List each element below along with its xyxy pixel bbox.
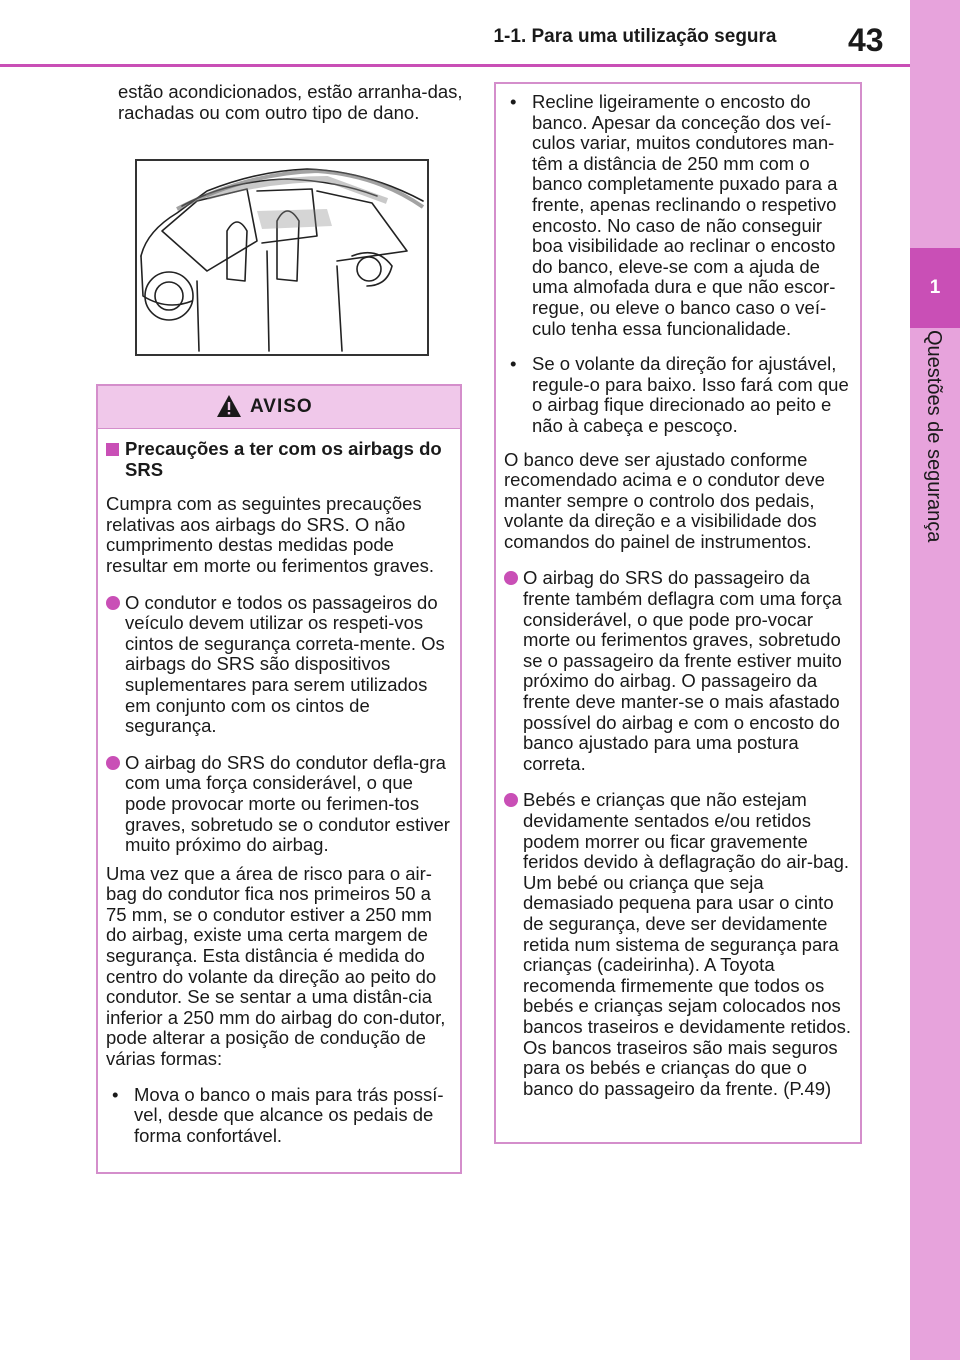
warning-section-heading: [106, 439, 452, 480]
circle-bullet-icon: [106, 756, 120, 770]
bullet-dot-icon: •: [112, 1083, 119, 1105]
warning-title: AVISO: [250, 396, 313, 417]
warning-item: [106, 593, 452, 737]
warning-item-text: O condutor e todos os passageiros do veículo devem utilizar os respeti-vos cintos de segurança correta-mente. Os airbags do SRS são dispositivos suplementares para serem utilizados em conjunto com os cintos de segurança.: [125, 591, 445, 737]
car-illustration-icon: [137, 161, 427, 354]
car-side-airbag-illustration: [135, 159, 429, 356]
intro-text-block: [118, 82, 463, 123]
warning-heading-text: Precauções a ter com os airbags do SRS: [125, 438, 442, 480]
right-item: [504, 790, 852, 1099]
right-paragraph: O banco deve ser ajustado conforme recomendado acima e o condutor deve manter sempre o controlo dos pedais, volante da direção e a visibilidade dos comandos do painel de instrumentos.: [504, 448, 825, 552]
circle-bullet-icon: [504, 793, 518, 807]
warning-bullet: [106, 1085, 452, 1147]
warning-item-text: O airbag do SRS do condutor defla-gra com uma força considerável, o que pode provocar morte ou ferimen-tos graves, sobretudo se o condutor estiver muito próximo do airbag.: [125, 751, 450, 856]
warning-box: [96, 384, 462, 1174]
right-bullet: [504, 92, 852, 339]
circle-bullet-icon: [106, 596, 120, 610]
warning-box-header: [98, 386, 460, 429]
chapter-number: 1: [910, 248, 960, 328]
right-bullet-text: Se o volante da direção for ajustável, regule-o para baixo. Isso fará com que o airbag fique direcionado ao peito e não à cabeça e pescoço.: [532, 353, 849, 436]
bullet-dot-icon: •: [510, 91, 517, 112]
chapter-label: Questões de segurança: [923, 330, 945, 543]
warning-intro: Cumpra com as seguintes precauções relativas aos airbags do SRS. O não cumprimento destas medidas pode resultar em morte ou ferimentos graves.: [106, 493, 434, 576]
chapter-side-tab[interactable]: [910, 0, 960, 1360]
right-item: [504, 568, 852, 774]
square-bullet-icon: [106, 443, 119, 456]
circle-bullet-icon: [504, 571, 518, 585]
warning-item: [106, 753, 452, 856]
section-title: 1-1. Para uma utilização segura: [493, 26, 777, 47]
right-item-text: O airbag do SRS do passageiro da frente também deflagra com uma força considerável, o que pode pro-vocar morte ou ferimentos graves, sobretudo se o passageiro da frente estiver muito próximo do airbag. O passageiro da frente deve manter-se o mais afastado possível do airbag e com o encosto do banco ajustado para uma postura correta.: [523, 567, 842, 774]
intro-text: estão acondicionados, estão arranha-das, rachadas ou com outro tipo de dano.: [118, 81, 463, 123]
warning-triangle-icon: [216, 394, 242, 418]
right-item-text: Bebés e crianças que não estejam devidamente sentados e/ou retidos podem morrer ou ficar gravemente feridos devido à deflagração do air-bag. Um bebé ou criança que seja demasiado pequena para usar o cinto de segurança, deve ser devidamente retida num sistema de segurança para crianças (cadeirinha). A Toyota recomenda firmemente que todos os bebés e crianças sejam colocados nos bancos traseiros e devidamente retidos. Os bancos traseiros são mais seguros para os bebés e crianças do que o banco do passageiro da frente. (P.49): [523, 789, 852, 1099]
continued-warning-box: [494, 82, 862, 1144]
warning-bullet-text: Mova o banco o mais para trás possí-vel, desde que alcance os pedais de forma confortável.: [134, 1083, 444, 1146]
right-bullet: [504, 354, 852, 436]
warning-body: [98, 429, 460, 1146]
header-divider: [0, 64, 910, 67]
warning-paragraph: Uma vez que a área de risco para o air-bag do condutor fica nos primeiros 50 a 75 mm, se o condutor estiver a 250 mm do airbag, existe uma certa margem de segurança. Esta distância é medida do centro do volante da direção ao peito do condutor. Se se sentar a uma distân-cia inferior a 250 mm do airbag do con-dutor, pode alterar a posição de condução de várias formas:: [106, 862, 446, 1070]
bullet-dot-icon: •: [510, 353, 517, 375]
page-number: 43: [848, 22, 884, 58]
right-bullet-text: Recline ligeiramente o encosto do banco. Apesar da conceção dos veí-culos variar, muitos condutores man-têm a distância de 250 mm com o banco completamente puxado para a frente, apenas reclinando o respetivo encosto. No caso de não conseguir boa visibilidade ao reclinar o encosto do banco, eleve-se com a ajuda de uma almofada dura e que não escor-regue, ou eleve o banco caso o veí-culo tenha essa funcionalidade.: [532, 91, 838, 339]
